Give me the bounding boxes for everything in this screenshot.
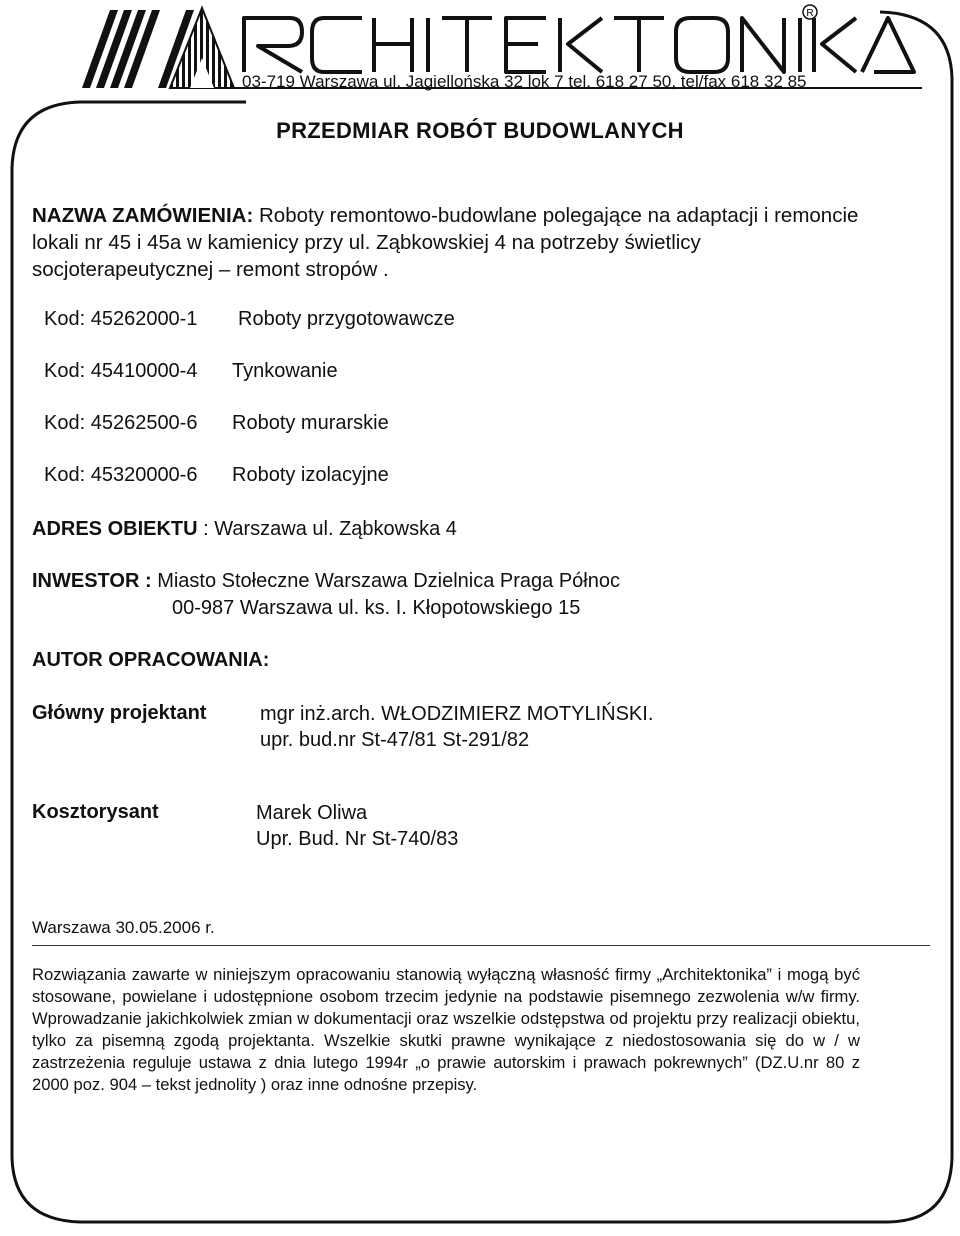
order-name [32,202,882,283]
document-title: PRZEDMIAR ROBÓT BUDOWLANYCH [276,118,684,143]
registered-mark: R [806,8,814,19]
investor-label: INWESTOR : [32,570,152,592]
estimator-label: Kosztorysant [32,801,159,823]
designer-name: mgr inż.arch. WŁODZIMIERZ MOTYLIŃSKI. [260,703,654,725]
code-row [44,464,389,487]
code-description: Roboty przygotowawcze [238,308,455,330]
investor [32,570,620,593]
code-row [44,360,338,383]
code-number: Kod: 45262000-1 [44,308,198,330]
address-value: : Warszawa ul. Ząbkowska 4 [197,518,457,540]
legal-notice: Rozwiązania zawarte w niniejszym opracowaniu stanowią wyłączną własność firmy „Architektonika” i mogą być stosowane, powielane i udostępnione osobom trzecim jedynie na podstawie pisemnego zezwolenia w/w firmy. Wprowadzanie jakichkolwiek zmian w dokumentacji oraz wszelkie odstępstwa od projektu przy realizacji obiektu, tylko za pisemną zgodą projektanta. Wszelkie skutki prawne wynikające z niedostosowania się do w / w zastrzeżenia reguluje ustawa z dnia lutego 1994r „o prawie autorskim i prawach pokrewnych” (DZ.U.nr 80 z 2000 poz. 904 – tekst jednolity ) oraz inne odnośne przepisy. [32,965,860,1094]
divider [32,945,930,946]
code-row [44,412,389,435]
code-description: Tynkowanie [232,360,338,382]
designer-license: upr. bud.nr St-47/81 St-291/82 [260,729,530,751]
code-number: Kod: 45320000-6 [44,464,198,486]
order-label: NAZWA ZAMÓWIENIA: [32,204,254,227]
code-number: Kod: 45410000-4 [44,360,198,382]
code-number: Kod: 45262500-6 [44,412,198,434]
order-text: Roboty remontowo-budowlane polegające na adaptacji i remoncie lokali nr 45 i 45a w kamienicy przy ul. Ząbkowskiej 4 na potrzeby świetlicy socjoterapeutycznej – remont stropów . [32,204,859,281]
code-description: Roboty izolacyjne [232,464,389,486]
object-address [32,518,457,541]
code-description: Roboty murarskie [232,412,389,434]
code-row [44,308,455,331]
company-address: 03-719 Warszawa ul. Jagiellońska 32 lok 7 tel. 618 27 50, tel/fax 618 32 85 [242,72,807,91]
estimator-license: Upr. Bud. Nr St-740/83 [256,828,459,850]
estimator-name: Marek Oliwa [256,802,368,824]
document-date: Warszawa 30.05.2006 r. [32,918,215,937]
author-label: AUTOR OPRACOWANIA: [32,649,270,671]
investor-name: Miasto Stołeczne Warszawa Dzielnica Praga Północ [151,570,620,592]
designer-label: Główny projektant [32,702,207,724]
investor-address: 00-987 Warszawa ul. ks. I. Kłopotowskiego 15 [172,597,581,619]
address-label: ADRES OBIEKTU [32,518,198,540]
